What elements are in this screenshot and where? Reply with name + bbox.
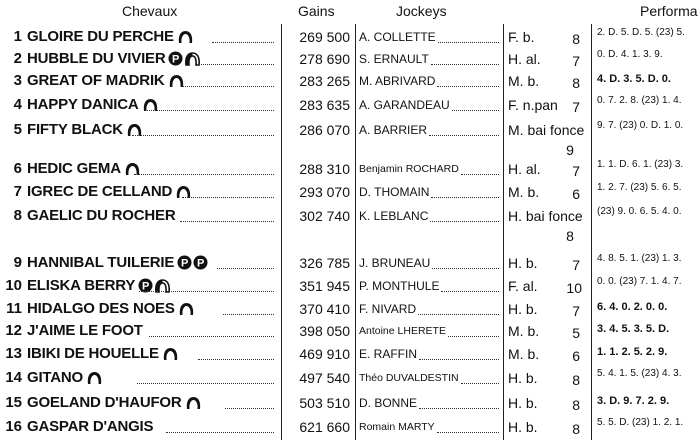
leader-dots (134, 174, 274, 175)
table-row (0, 181, 700, 203)
table-row (0, 343, 700, 365)
leader-dots (198, 64, 274, 65)
jockey-name: A. COLLETTE (359, 30, 436, 44)
horse-weight: 8 (572, 397, 580, 413)
performance-record: 6. 4. 0. 2. 0. 0. (597, 301, 668, 313)
leader-dots (217, 268, 274, 269)
performance-record: 3. 4. 5. 3. 5. D. (597, 323, 670, 335)
leader-dots (419, 359, 499, 360)
gains-value: 293 070 (299, 184, 350, 200)
table-row (0, 298, 700, 320)
leader-dots (182, 197, 274, 198)
coat-sex: H. b. (508, 419, 538, 435)
leader-dots (429, 135, 499, 136)
coat-sex: H. b. (508, 255, 538, 271)
horseshoe-icon (162, 346, 179, 361)
gains-value: 278 690 (299, 51, 350, 67)
horse-name: HANNIBAL TUILERIE P P (27, 254, 208, 271)
gains-value: 370 410 (299, 301, 350, 317)
horse-number: 1 (13, 28, 22, 45)
horse-number: 12 (5, 322, 22, 339)
jockey-name: D. THOMAIN (359, 185, 430, 199)
performance-record: 0. D. 4. 1. 3. 9. (597, 49, 663, 60)
coat-sex: H. al. (508, 161, 541, 177)
table-row (0, 392, 700, 414)
performance-record: 9. 7. (23) 0. D. 1. 0. (597, 120, 684, 131)
horse-number: 9 (13, 254, 22, 271)
table-row (0, 158, 700, 180)
horse-number: 15 (5, 394, 22, 411)
leader-dots (418, 314, 499, 315)
horse-weight: 7 (572, 53, 580, 69)
jockey-name: Antoine LHERETE (359, 325, 446, 337)
leader-dots (419, 408, 499, 409)
leader-dots (431, 64, 499, 65)
leader-dots (448, 336, 499, 337)
horse-weight: 7 (572, 99, 580, 115)
horse-name: GASPAR D'ANGIS (27, 418, 154, 435)
p-circle-icon (168, 51, 183, 66)
horse-name: GLOIRE DU PERCHE (27, 28, 194, 45)
horse-name: HIDALGO DES NOES (27, 300, 195, 317)
horse-number: 13 (5, 345, 22, 362)
horse-number: 8 (13, 207, 22, 224)
leader-dots (145, 110, 274, 111)
svg-text:P: P (142, 280, 150, 293)
leader-dots (438, 42, 499, 43)
table-row (0, 48, 700, 70)
gains-value: 283 265 (299, 73, 350, 89)
jockey-name: M. ABRIVARD (359, 74, 436, 88)
leader-dots (441, 291, 499, 292)
leader-dots (139, 291, 274, 292)
leader-dots (212, 42, 274, 43)
gains-value: 621 660 (299, 419, 350, 435)
coat-sex: F. al. (508, 278, 538, 294)
jockey-name: K. LEBLANC (359, 209, 429, 223)
leader-dots (431, 197, 499, 198)
horse-weight: 6 (572, 186, 580, 202)
horse-number: 3 (13, 72, 22, 89)
svg-text:P: P (197, 257, 205, 270)
gains-value: 288 310 (299, 161, 350, 177)
table-row (0, 70, 700, 92)
leader-dots (180, 221, 274, 222)
gains-value: 283 635 (299, 97, 350, 113)
horseshoe-icon (86, 370, 103, 385)
horse-weight: 8 (572, 421, 580, 437)
table-row (0, 119, 700, 158)
svg-text:P: P (172, 53, 180, 66)
gains-value: 469 910 (299, 346, 350, 362)
gains-value: 269 500 (299, 29, 350, 45)
gains-value: 497 540 (299, 370, 350, 386)
coat-sex: F. b. (508, 29, 535, 45)
horse-name: HAPPY DANICA (27, 96, 159, 113)
leader-dots (461, 383, 499, 384)
coat-sex: M. b. (508, 323, 540, 339)
jockey-name: A. BARRIER (359, 123, 428, 137)
coat-sex: H. b. (508, 370, 538, 386)
coat-sex: H. b. (508, 395, 538, 411)
performance-record: 0. 0. (23) 7. 1. 4. 7. (597, 276, 682, 287)
leader-dots (225, 408, 274, 409)
performance-record: 5. 4. 1. 5. (23) 4. 3. (597, 368, 682, 379)
gains-value: 398 050 (299, 323, 350, 339)
jockey-name: F. NIVARD (359, 302, 417, 316)
horse-number: 11 (6, 300, 22, 317)
horseshoe-icon (185, 395, 202, 410)
jockey-name: Benjamin ROCHARD (359, 163, 459, 175)
horse-weight: 5 (572, 325, 580, 341)
leader-dots (182, 86, 274, 87)
leader-dots (437, 86, 499, 87)
header-chevaux: Chevaux (122, 3, 178, 19)
horseshoe-icon (178, 301, 195, 316)
horse-weight: 7 (572, 257, 580, 273)
coat-sex: M. b. (508, 73, 540, 89)
coat-sex: H. al. (508, 51, 541, 67)
header-performances: Performa (640, 3, 698, 19)
table-row (0, 275, 700, 297)
horseshoe-icon (177, 29, 194, 44)
gains-value: 503 510 (299, 395, 350, 411)
leader-dots (166, 432, 274, 433)
svg-text:P: P (181, 257, 189, 270)
horse-number: 6 (13, 160, 22, 177)
horse-name: IGREC DE CELLAND (27, 183, 192, 200)
performance-record: 4. D. 3. 5. D. 0. (597, 73, 671, 85)
gains-value: 351 945 (299, 278, 350, 294)
gains-value: 326 785 (299, 255, 350, 271)
coat-sex: F. n.pan (508, 97, 558, 113)
header-gains: Gains (298, 3, 335, 19)
horse-name: GITANO (27, 369, 103, 386)
table-row (0, 416, 700, 438)
leader-dots (437, 432, 499, 433)
horse-name: GAELIC DU ROCHER (27, 207, 176, 224)
horse-weight: 8 (572, 75, 580, 91)
performance-record: 1. 2. 7. (23) 5. 6. 5. (597, 182, 682, 193)
gains-value: 286 070 (299, 122, 350, 138)
horse-weight: 8 (572, 31, 580, 47)
horse-name: HEDIC GEMA (27, 160, 141, 177)
horse-weight: 10 (566, 280, 582, 296)
jockey-name: S. ERNAULT (359, 52, 429, 66)
horse-number: 4 (13, 96, 22, 113)
jockey-name: Théo DUVALDESTIN (359, 372, 459, 384)
horse-weight: 8 (566, 228, 574, 244)
leader-dots (432, 268, 499, 269)
jockey-name: J. BRUNEAU (359, 256, 431, 270)
performance-record: 2. D. 5. D. 5. (23) 5. (597, 27, 685, 38)
performance-record: 4. 8. 5. 1. (23) 1. 3. (597, 253, 682, 264)
coat-sex: H. bai fonce (508, 208, 583, 224)
horse-number: 14 (5, 369, 22, 386)
horse-number: 16 (5, 418, 22, 435)
gains-value: 302 740 (299, 208, 350, 224)
jockey-name: P. MONTHULE (359, 279, 440, 293)
leader-dots (132, 135, 274, 136)
coat-sex: M. b. (508, 346, 540, 362)
jockey-name: D. BONNE (359, 396, 418, 410)
performance-record: 0. 7. 2. 8. (23) 1. 4. (597, 95, 682, 106)
table-row (0, 94, 700, 116)
leader-dots (461, 174, 499, 175)
performance-record: 1. 1. D. 6. 1. (23) 3. (597, 159, 684, 170)
performance-record: 1. 1. 2. 5. 2. 9. (597, 346, 668, 358)
horse-name: IBIKI DE HOUELLE (27, 345, 179, 362)
p-circle-icon (177, 255, 192, 270)
horse-name: HUBBLE DU VIVIER P (27, 50, 201, 67)
table-row (0, 367, 700, 389)
leader-dots (223, 314, 274, 315)
horse-name: ELISKA BERRY P (27, 277, 171, 294)
performance-record: 5. 5. D. (23) 1. 2. 1. (597, 417, 684, 428)
horse-weight: 8 (572, 372, 580, 388)
leader-dots (137, 383, 274, 384)
horse-name: FIFTY BLACK (27, 121, 143, 138)
coat-sex: H. b. (508, 301, 538, 317)
table-row (0, 320, 700, 342)
horse-weight: 7 (572, 303, 580, 319)
horse-name: GOELAND D'HAUFOR (27, 394, 202, 411)
p-circle-icon (193, 255, 208, 270)
horse-weight: 6 (572, 348, 580, 364)
coat-sex: M. bai fonce (508, 122, 585, 138)
table-row (0, 252, 700, 274)
jockey-name: A. GARANDEAU (359, 98, 450, 112)
leader-dots (452, 110, 499, 111)
jockey-name: E. RAFFIN (359, 347, 418, 361)
leader-dots (198, 359, 274, 360)
table-row (0, 26, 700, 48)
header-jockeys: Jockeys (396, 3, 447, 19)
horse-number: 2 (13, 50, 22, 67)
jockey-name: Romain MARTY (359, 421, 435, 433)
performance-record: 3. D. 9. 7. 2. 9. (597, 395, 670, 407)
horse-number: 10 (5, 277, 22, 294)
coat-sex: M. b. (508, 184, 540, 200)
horse-number: 5 (13, 121, 22, 138)
leader-dots (430, 221, 499, 222)
horse-number: 7 (13, 183, 22, 200)
performance-record: (23) 9. 0. 6. 5. 4. 0. (597, 206, 682, 217)
horse-weight: 9 (566, 142, 574, 158)
table-row (0, 205, 700, 244)
horse-name: J'AIME LE FOOT (27, 322, 143, 339)
horse-name: GREAT OF MADRIK (27, 72, 185, 89)
leader-dots (149, 336, 274, 337)
horse-weight: 7 (572, 163, 580, 179)
